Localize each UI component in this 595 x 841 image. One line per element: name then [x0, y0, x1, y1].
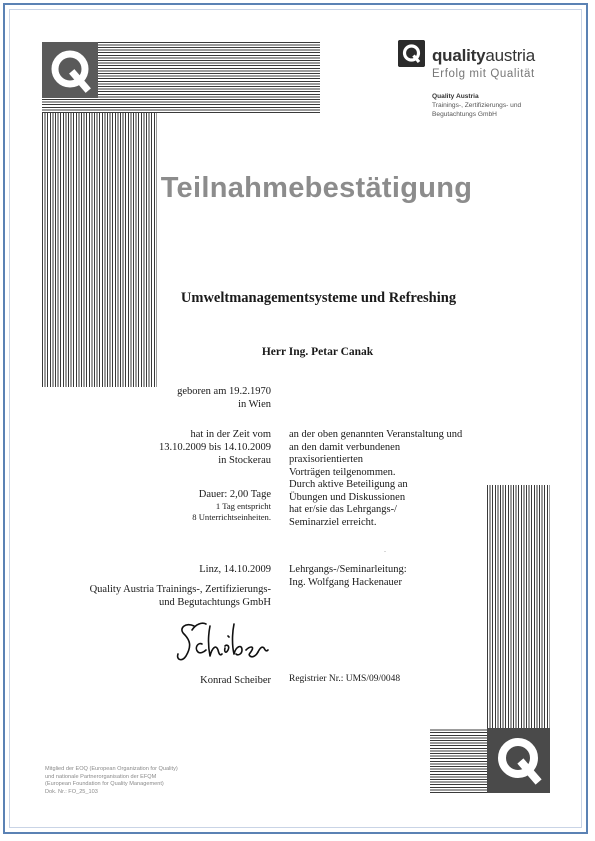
brand-organization: Quality Austria Trainings-, Zertifizierungs- und Begutachtungs GmbH	[432, 93, 522, 118]
participant-name: Herr Ing. Petar Canak	[261, 346, 374, 358]
signatory-name: Konrad Scheiber	[200, 675, 271, 686]
seminar-leadership: Lehrgangs-/Seminarleitung: Ing. Wolfgang Hackenauer	[289, 564, 407, 588]
quality-austria-logo-icon	[398, 40, 425, 67]
participation-statement: an der oben genannten Veranstaltung und an den damit verbundenen praxisorientierten Vorträgen teilgenommen. Durch aktive Beteiligung an Übungen und Diskussionen hat er/sie das Lehrgangs-/ Seminarziel erreicht.	[289, 429, 463, 528]
duration-info: Dauer: 2,00 Tage 1 Tag entspricht 8 Unterrichtseinheiten.	[192, 489, 271, 522]
certificate-title: Teilnahmebestätigung	[160, 172, 473, 204]
period-info: hat in der Zeit vom 13.10.2009 bis 14.10.2009 in Stockerau	[158, 429, 271, 466]
course-name: Umweltmanagementsysteme und Refreshing	[180, 290, 457, 306]
registration-number: Registrier Nr.: UMS/09/0048	[289, 674, 401, 684]
footer-membership: Mitglied der EOQ (European Organization for Quality) und nationale Partnerorganisation der EFQM (European Foundation for Quality Management) Dok. Nr.: FO_25_103	[45, 766, 178, 795]
brand-tagline: Erfolg mit Qualität	[432, 68, 535, 80]
q-logo-bottom-icon	[487, 728, 550, 793]
signature-image	[172, 616, 272, 670]
issuer: Quality Austria Trainings-, Zertifizierungs- und Begutachtungs GmbH	[89, 584, 271, 608]
q-logo-icon	[42, 42, 98, 98]
place-date: Linz, 14.10.2009	[199, 564, 271, 575]
brand-name: qualityaustria	[432, 46, 536, 65]
divider-dot: .	[384, 545, 386, 554]
birth-info: geboren am 19.2.1970 in Wien	[177, 386, 271, 410]
